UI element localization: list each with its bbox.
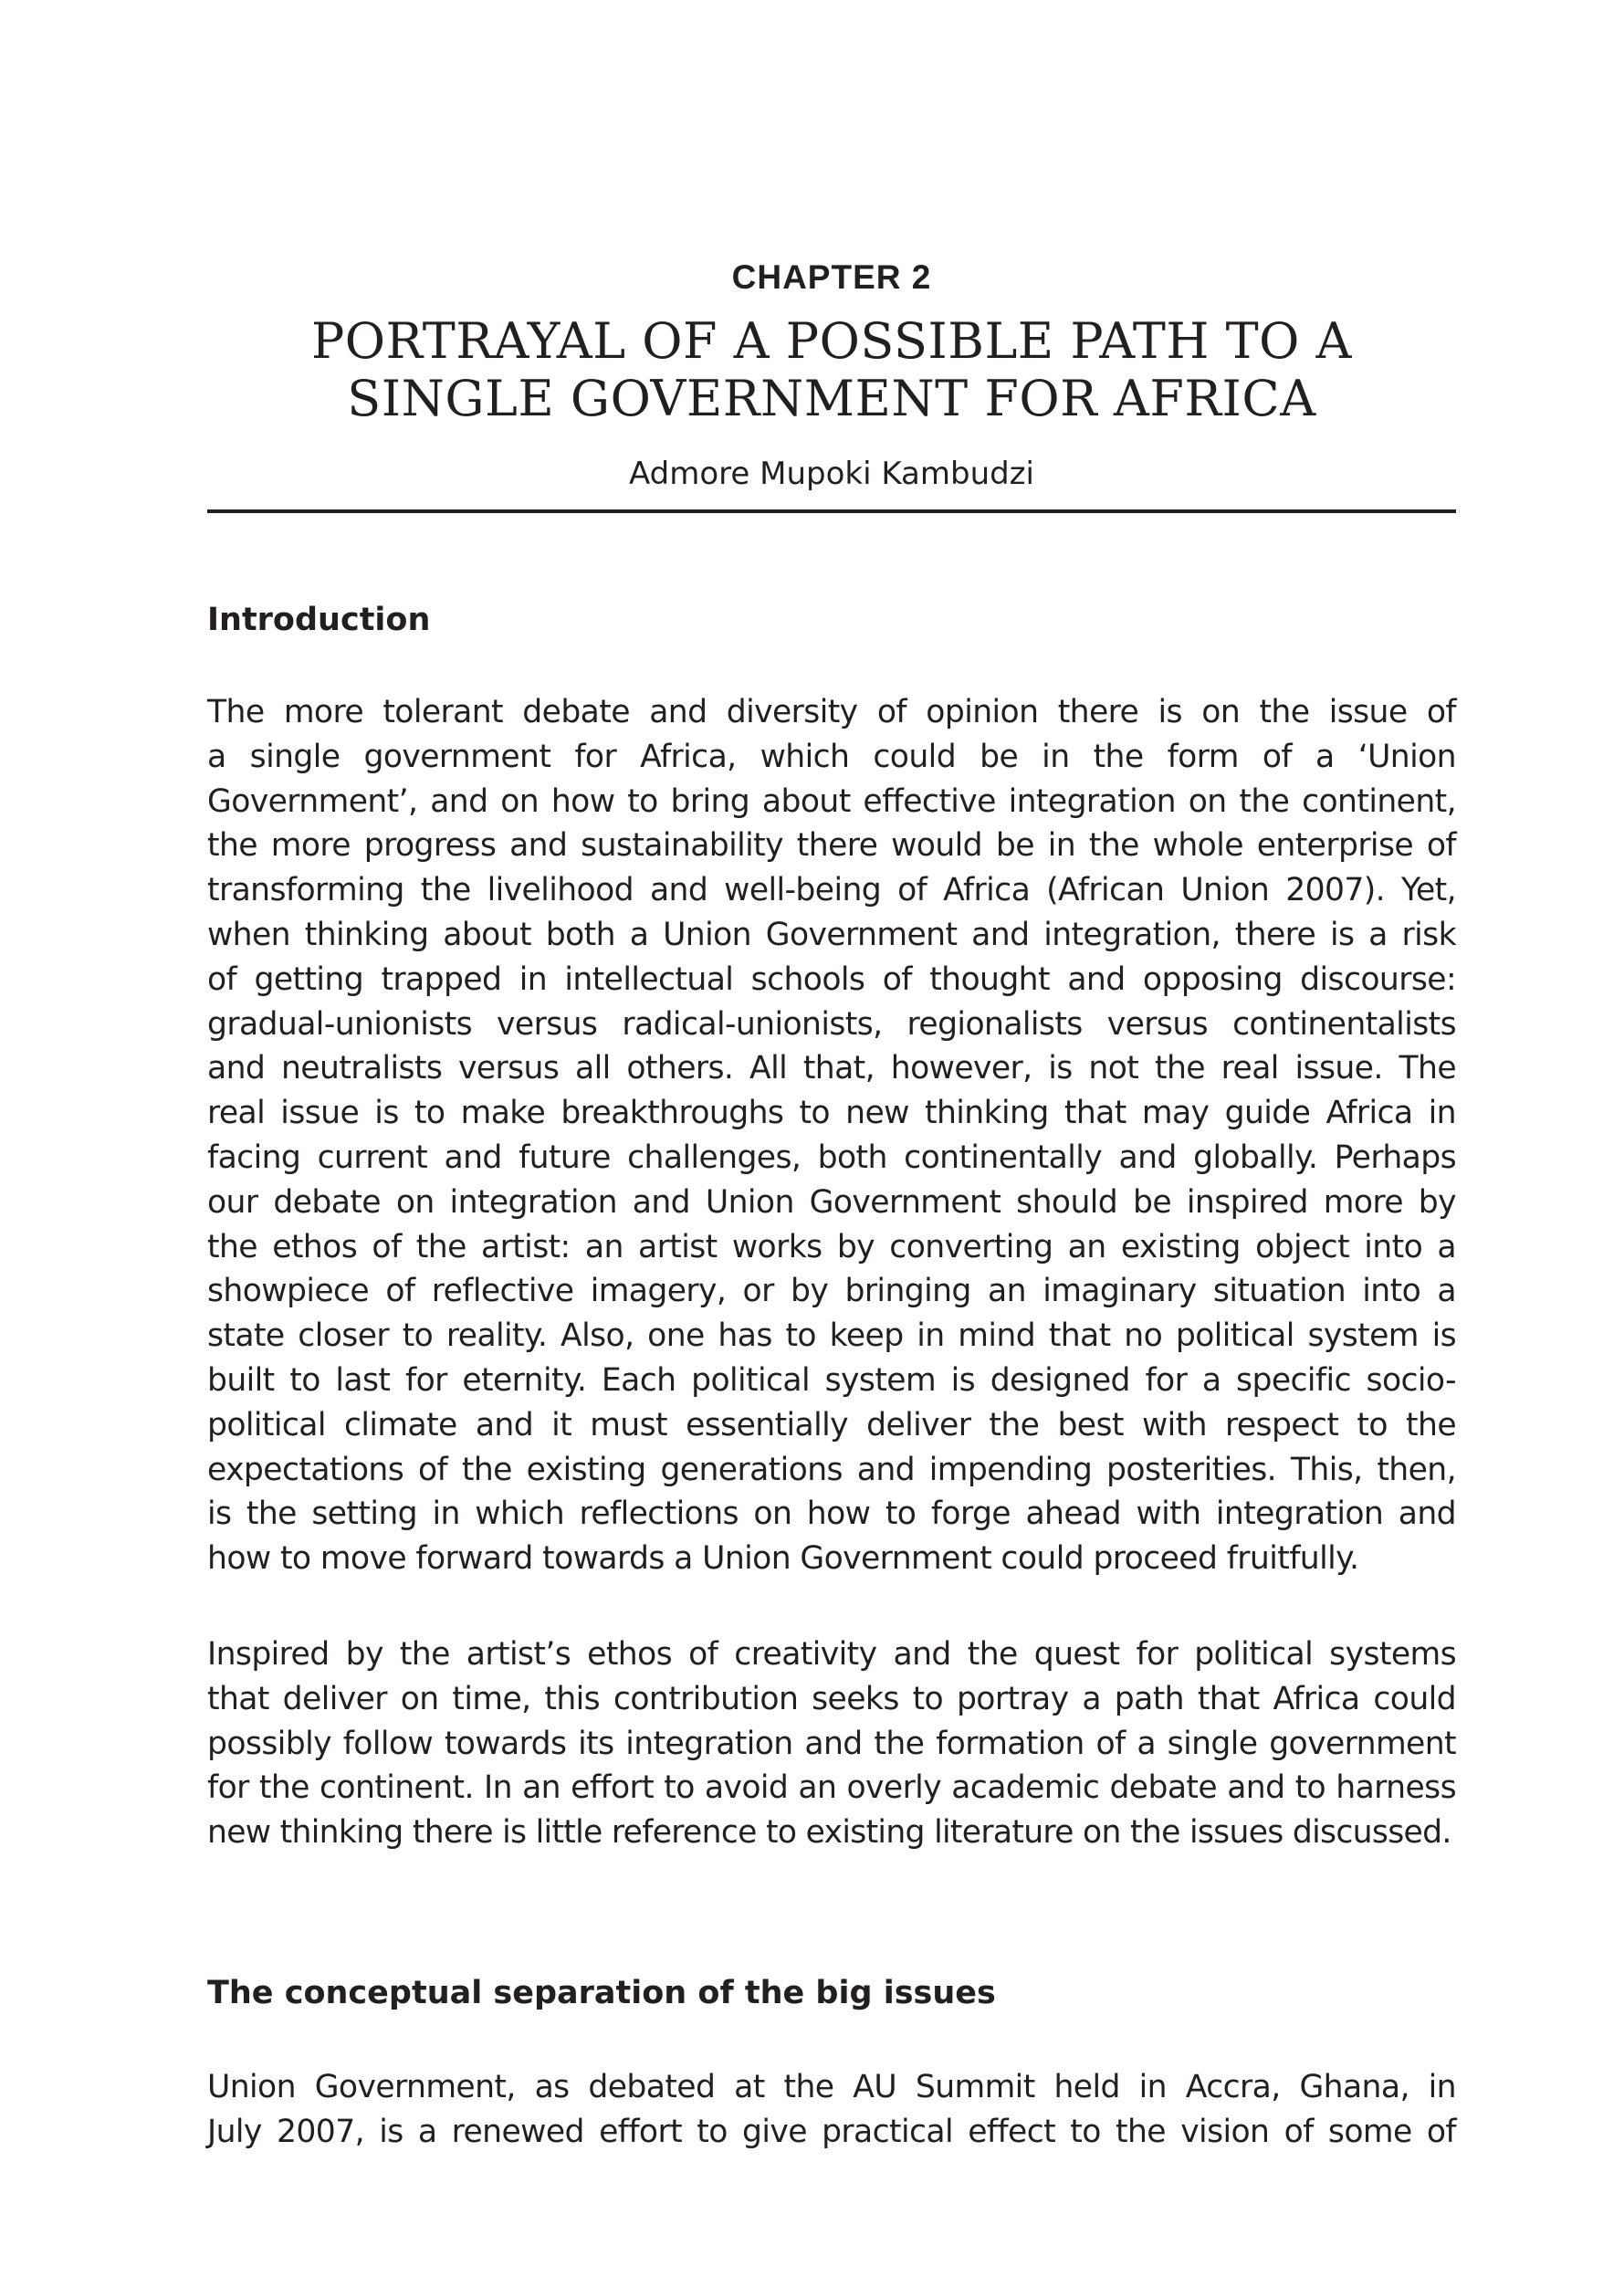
chapter-title-line: PORTRAYAL OF A POSSIBLE PATH TO A — [310, 312, 1353, 370]
paragraph-line: is the setting in which reflections on how to forge ahead with integration and — [207, 1496, 1456, 1533]
paragraph-line: and neutralists versus all others. All that, however, is not the real issue. The — [207, 1050, 1456, 1087]
paragraph-line: real issue is to make breakthroughs to new thinking that may guide Africa in — [207, 1095, 1456, 1132]
paragraph-line: political climate and it must essentially deliver the best with respect to the — [207, 1406, 1456, 1443]
paragraph-line: Union Government, as debated at the AU Summit held in Accra, Ghana, in — [207, 2069, 1456, 2105]
paragraph-line: Government’, and on how to bring about effective integration on the continent, — [207, 782, 1456, 820]
paragraph-line: of getting trapped in intellectual schools of thought and opposing discourse: — [207, 960, 1456, 998]
paragraph-line: built to last for eternity. Each political system is designed for a specific socio- — [207, 1361, 1456, 1399]
paragraph-line: transforming the livelihood and well-being of Africa (African Union 2007). Yet, — [207, 872, 1456, 909]
chapter-author: Admore Mupoki Kambudzi — [629, 456, 1034, 492]
document-page — [207, 0, 1456, 2288]
section-heading-conceptual-separation: The conceptual separation of the big issues — [207, 1975, 996, 2011]
paragraph-line: how to move forward towards a Union Government could proceed fruitfully. — [207, 1540, 1359, 1578]
paragraph-line: the ethos of the artist: an artist works by converting an existing object into a — [207, 1228, 1456, 1265]
paragraph-line: for the continent. In an effort to avoid an overly academic debate and to harness — [207, 1769, 1456, 1807]
paragraph-line: July 2007, is a renewed effort to give practical effect to the vision of some of — [207, 2113, 1456, 2150]
paragraph-line: possibly follow towards its integration and the formation of a single government — [207, 1725, 1456, 1762]
body-paragraph — [207, 690, 1456, 1581]
chapter-label: CHAPTER 2 — [731, 258, 932, 296]
body-paragraph — [207, 1632, 1456, 1855]
paragraph-line: our debate on integration and Union Government should be inspired more by — [207, 1183, 1456, 1221]
paragraph-line: Inspired by the artist’s ethos of creativity and the quest for political systems — [207, 1636, 1456, 1673]
paragraph-line: state closer to reality. Also, one has to keep in mind that no political system is — [207, 1317, 1456, 1355]
title-divider — [207, 509, 1456, 513]
section-heading-introduction: Introduction — [207, 602, 431, 638]
paragraph-line: expectations of the existing generations and impending posterities. This, then, — [207, 1451, 1456, 1488]
paragraph-line: the more progress and sustainability there would be in the whole enterprise of — [207, 827, 1456, 865]
paragraph-line: that deliver on time, this contribution seeks to portray a path that Africa could — [207, 1680, 1456, 1717]
chapter-title-line: SINGLE GOVERNMENT FOR AFRICA — [347, 370, 1316, 427]
paragraph-line: showpiece of reflective imagery, or by bringing an imaginary situation into a — [207, 1273, 1456, 1310]
paragraph-line: when thinking about both a Union Government and integration, there is a risk — [207, 916, 1456, 953]
paragraph-line: new thinking there is little reference to existing literature on the issues discussed. — [207, 1814, 1451, 1852]
paragraph-line: The more tolerant debate and diversity of opinion there is on the issue of — [207, 694, 1456, 730]
body-paragraph — [207, 2065, 1456, 2155]
chapter-title — [207, 312, 1456, 427]
paragraph-line: a single government for Africa, which could be in the form of a ‘Union — [207, 738, 1456, 775]
paragraph-line: facing current and future challenges, both continentally and globally. Perhaps — [207, 1139, 1456, 1176]
paragraph-line: gradual-unionists versus radical-unionists, regionalists versus continentalists — [207, 1005, 1456, 1043]
